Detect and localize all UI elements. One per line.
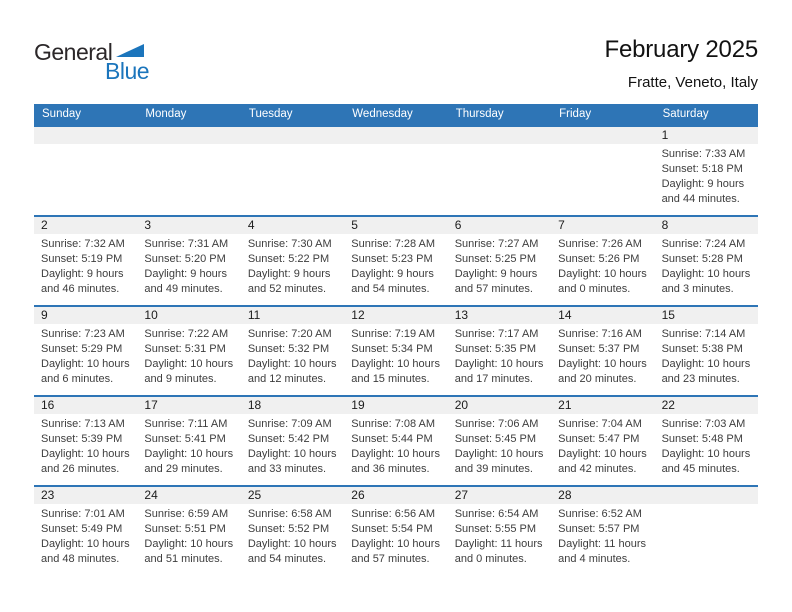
daylight-text-cont: and 54 minutes.: [351, 283, 430, 295]
sunset-text: Sunset: 5:25 PM: [454, 253, 537, 265]
sunset-text: Sunset: 5:37 PM: [558, 343, 640, 355]
calendar-day-cell: [34, 307, 137, 395]
day-number: 4: [247, 218, 255, 232]
daylight-text-cont: and 15 minutes.: [351, 373, 430, 385]
daylight-text-cont: and 48 minutes.: [41, 553, 120, 565]
calendar-week-row: [34, 215, 758, 305]
weekday-header-thursday: Thursday: [455, 108, 504, 120]
logo-text-general: General: [34, 39, 113, 65]
day-number: 13: [454, 308, 469, 322]
sunrise-text: Sunrise: 7:22 AM: [144, 328, 229, 340]
sunrise-text: Sunrise: 7:06 AM: [454, 418, 539, 430]
sunset-text: Sunset: 5:20 PM: [144, 253, 226, 265]
day-number-empty: [248, 127, 342, 144]
daylight-text: Daylight: 11 hours: [454, 538, 543, 550]
sunrise-text: Sunrise: 7:32 AM: [41, 238, 125, 250]
sunset-text: Sunset: 5:48 PM: [661, 433, 743, 445]
calendar-day-cell: [551, 397, 654, 485]
calendar-empty-cell: [655, 487, 758, 575]
sunset-text: Sunset: 5:57 PM: [558, 523, 640, 535]
sunset-text: Sunset: 5:47 PM: [558, 433, 640, 445]
day-number-empty: [351, 127, 445, 144]
day-number: 11: [247, 308, 261, 322]
daylight-text-cont: and 44 minutes.: [661, 193, 740, 205]
daylight-text-cont: and 39 minutes.: [454, 463, 533, 475]
logo-text-blue: Blue: [105, 58, 150, 84]
daylight-text: Daylight: 10 hours: [41, 358, 130, 370]
day-number: 19: [351, 398, 365, 412]
calendar-empty-cell: [34, 127, 137, 215]
day-number: 8: [661, 218, 669, 232]
day-number: 25: [247, 488, 262, 502]
calendar-day-cell: [344, 397, 447, 485]
daylight-text-cont: and 51 minutes.: [144, 553, 223, 565]
daylight-text: Daylight: 10 hours: [661, 448, 751, 460]
sunset-text: Sunset: 5:19 PM: [41, 253, 123, 265]
daylight-text: Daylight: 10 hours: [247, 448, 337, 460]
sunrise-text: Sunrise: 7:27 AM: [454, 238, 539, 250]
calendar-empty-cell: [241, 127, 344, 215]
daylight-text: Daylight: 10 hours: [351, 538, 440, 550]
weekday-header-friday: Friday: [559, 108, 592, 120]
daylight-text: Daylight: 10 hours: [454, 358, 544, 370]
day-number-empty: [558, 127, 652, 144]
daylight-text-cont: and 29 minutes.: [144, 463, 223, 475]
calendar-day-cell: [551, 217, 654, 305]
daylight-text-cont: and 4 minutes.: [558, 553, 631, 565]
day-number-empty: [41, 127, 135, 144]
calendar-week-row: [34, 125, 758, 215]
sunset-text: Sunset: 5:22 PM: [247, 253, 330, 265]
daylight-text: Daylight: 10 hours: [144, 358, 234, 370]
sunrise-text: Sunrise: 7:13 AM: [41, 418, 125, 430]
day-number: 18: [247, 398, 262, 412]
day-number: 12: [351, 308, 365, 322]
calendar-day-cell: [241, 217, 344, 305]
sunrise-text: Sunrise: 7:17 AM: [454, 328, 539, 340]
day-number-empty: [455, 127, 549, 144]
day-number: 26: [351, 488, 365, 502]
sunrise-text: Sunrise: 7:30 AM: [247, 238, 332, 250]
daylight-text: Daylight: 11 hours: [558, 538, 646, 550]
sunset-text: Sunset: 5:28 PM: [661, 253, 743, 265]
sunset-text: Sunset: 5:31 PM: [144, 343, 226, 355]
daylight-text: Daylight: 10 hours: [454, 448, 544, 460]
calendar-day-cell: [344, 217, 447, 305]
sunset-text: Sunset: 5:54 PM: [351, 523, 433, 535]
sunrise-text: Sunrise: 7:04 AM: [558, 418, 642, 430]
weekday-header-monday: Monday: [145, 108, 187, 120]
daylight-text: Daylight: 10 hours: [247, 538, 337, 550]
sunset-text: Sunset: 5:23 PM: [351, 253, 433, 265]
calendar-day-cell: [551, 307, 654, 395]
sunrise-text: Sunrise: 7:28 AM: [351, 238, 436, 250]
calendar-weeks: [34, 125, 758, 575]
calendar-day-cell: [34, 217, 137, 305]
sunrise-text: Sunrise: 7:26 AM: [558, 238, 642, 250]
sunset-text: Sunset: 5:18 PM: [661, 163, 743, 175]
sunset-text: Sunset: 5:29 PM: [41, 343, 123, 355]
logo: [34, 39, 174, 89]
daylight-text-cont: and 12 minutes.: [247, 373, 327, 385]
calendar-empty-cell: [448, 127, 551, 215]
calendar-week-row: [34, 395, 758, 485]
sunrise-text: Sunrise: 7:11 AM: [144, 418, 228, 430]
calendar-day-cell: [241, 397, 344, 485]
sunrise-text: Sunrise: 7:09 AM: [247, 418, 332, 430]
calendar-day-cell: [241, 487, 344, 575]
daylight-text: Daylight: 9 hours: [144, 268, 227, 280]
calendar-day-cell: [551, 487, 654, 575]
sunset-text: Sunset: 5:45 PM: [454, 433, 537, 445]
calendar-week-row: [34, 305, 758, 395]
sunset-text: Sunset: 5:32 PM: [247, 343, 330, 355]
daylight-text-cont: and 54 minutes.: [247, 553, 327, 565]
daylight-text-cont: and 57 minutes.: [351, 553, 430, 565]
calendar-day-cell: [655, 127, 758, 215]
daylight-text-cont: and 49 minutes.: [144, 283, 223, 295]
day-number: 1: [661, 128, 669, 142]
calendar-day-cell: [137, 307, 240, 395]
daylight-text-cont: and 0 minutes.: [558, 283, 631, 295]
day-number: 27: [454, 488, 469, 502]
day-number: 14: [558, 308, 572, 322]
header-text-block: [605, 36, 759, 91]
sunrise-text: Sunrise: 6:54 AM: [454, 508, 539, 520]
sunrise-text: Sunrise: 7:31 AM: [144, 238, 229, 250]
day-number: 9: [41, 308, 48, 322]
daylight-text: Daylight: 10 hours: [558, 268, 647, 280]
calendar-day-cell: [655, 397, 758, 485]
sunrise-text: Sunrise: 6:56 AM: [351, 508, 436, 520]
calendar-day-cell: [655, 307, 758, 395]
day-number: 17: [144, 398, 158, 412]
daylight-text-cont: and 3 minutes.: [661, 283, 734, 295]
sunrise-text: Sunrise: 7:03 AM: [661, 418, 746, 430]
sunrise-text: Sunrise: 6:52 AM: [558, 508, 642, 520]
weekday-header-sunday: Sunday: [42, 108, 82, 120]
daylight-text-cont: and 23 minutes.: [661, 373, 740, 385]
sunrise-text: Sunrise: 7:08 AM: [351, 418, 436, 430]
calendar-day-cell: [344, 487, 447, 575]
calendar-week-row: [34, 485, 758, 575]
day-number: 5: [351, 218, 358, 232]
day-number-empty: [662, 487, 756, 504]
daylight-text-cont: and 0 minutes.: [454, 553, 527, 565]
calendar-day-cell: [137, 217, 240, 305]
daylight-text: Daylight: 10 hours: [661, 358, 751, 370]
daylight-text-cont: and 9 minutes.: [144, 373, 217, 385]
day-number: 10: [144, 308, 158, 322]
day-number: 22: [661, 398, 675, 412]
calendar-day-cell: [34, 487, 137, 575]
daylight-text: Daylight: 9 hours: [661, 178, 745, 190]
daylight-text: Daylight: 9 hours: [247, 268, 331, 280]
calendar-day-cell: [448, 217, 551, 305]
daylight-text: Daylight: 9 hours: [454, 268, 538, 280]
calendar-empty-cell: [137, 127, 240, 215]
weekday-header-saturday: Saturday: [662, 108, 709, 120]
sunrise-text: Sunrise: 7:33 AM: [661, 148, 746, 160]
page-location: Fratte, Veneto, Italy: [627, 74, 758, 91]
sunrise-text: Sunrise: 7:23 AM: [41, 328, 125, 340]
daylight-text-cont: and 36 minutes.: [351, 463, 430, 475]
sunset-text: Sunset: 5:49 PM: [41, 523, 123, 535]
page-title: February 2025: [604, 36, 758, 63]
weekday-header-wednesday: Wednesday: [352, 108, 413, 120]
sunset-text: Sunset: 5:39 PM: [41, 433, 123, 445]
day-number: 20: [454, 398, 469, 412]
daylight-text: Daylight: 10 hours: [41, 448, 130, 460]
sunset-text: Sunset: 5:44 PM: [351, 433, 433, 445]
day-number: 7: [558, 218, 565, 232]
logo-triangle-icon: [116, 44, 144, 57]
sunset-text: Sunset: 5:52 PM: [247, 523, 330, 535]
calendar-day-cell: [241, 307, 344, 395]
daylight-text: Daylight: 10 hours: [247, 358, 337, 370]
day-number: 21: [558, 398, 572, 412]
calendar-day-cell: [655, 217, 758, 305]
sunrise-text: Sunrise: 7:20 AM: [247, 328, 332, 340]
daylight-text: Daylight: 10 hours: [144, 448, 234, 460]
daylight-text: Daylight: 10 hours: [41, 538, 130, 550]
sunrise-text: Sunrise: 7:24 AM: [661, 238, 746, 250]
daylight-text-cont: and 26 minutes.: [41, 463, 120, 475]
sunset-text: Sunset: 5:38 PM: [661, 343, 743, 355]
day-number: 3: [144, 218, 152, 232]
day-number: 6: [454, 218, 462, 232]
calendar-day-cell: [448, 397, 551, 485]
daylight-text: Daylight: 10 hours: [144, 538, 234, 550]
sunset-text: Sunset: 5:34 PM: [351, 343, 433, 355]
day-number: 2: [41, 218, 48, 232]
sunrise-text: Sunrise: 6:59 AM: [144, 508, 229, 520]
calendar-day-cell: [344, 307, 447, 395]
day-number: 23: [41, 488, 55, 502]
daylight-text: Daylight: 10 hours: [351, 448, 440, 460]
sunset-text: Sunset: 5:41 PM: [144, 433, 226, 445]
weekday-header-tuesday: Tuesday: [248, 108, 293, 120]
day-number: 28: [558, 488, 572, 502]
day-number-empty: [144, 127, 238, 144]
daylight-text-cont: and 42 minutes.: [558, 463, 637, 475]
calendar: [34, 104, 758, 575]
daylight-text-cont: and 52 minutes.: [247, 283, 327, 295]
sunset-text: Sunset: 5:35 PM: [454, 343, 537, 355]
weekday-header-row: [34, 104, 758, 125]
sunset-text: Sunset: 5:51 PM: [144, 523, 226, 535]
daylight-text-cont: and 17 minutes.: [454, 373, 533, 385]
sunrise-text: Sunrise: 7:14 AM: [661, 328, 746, 340]
day-number: 15: [661, 308, 675, 322]
calendar-day-cell: [137, 487, 240, 575]
sunrise-text: Sunrise: 7:01 AM: [41, 508, 125, 520]
daylight-text: Daylight: 9 hours: [41, 268, 124, 280]
daylight-text-cont: and 57 minutes.: [454, 283, 533, 295]
daylight-text: Daylight: 10 hours: [351, 358, 440, 370]
sunset-text: Sunset: 5:26 PM: [558, 253, 640, 265]
daylight-text: Daylight: 9 hours: [351, 268, 434, 280]
daylight-text-cont: and 45 minutes.: [661, 463, 740, 475]
sunrise-text: Sunrise: 7:16 AM: [558, 328, 642, 340]
sunset-text: Sunset: 5:55 PM: [454, 523, 537, 535]
daylight-text-cont: and 6 minutes.: [41, 373, 114, 385]
calendar-empty-cell: [551, 127, 654, 215]
day-number: 24: [144, 488, 158, 502]
day-number: 16: [41, 398, 55, 412]
daylight-text-cont: and 46 minutes.: [41, 283, 120, 295]
calendar-day-cell: [34, 397, 137, 485]
daylight-text: Daylight: 10 hours: [558, 358, 647, 370]
sunrise-text: Sunrise: 6:58 AM: [247, 508, 332, 520]
calendar-day-cell: [137, 397, 240, 485]
sunset-text: Sunset: 5:42 PM: [247, 433, 330, 445]
daylight-text: Daylight: 10 hours: [661, 268, 751, 280]
daylight-text: Daylight: 10 hours: [558, 448, 647, 460]
daylight-text-cont: and 20 minutes.: [558, 373, 637, 385]
sunrise-text: Sunrise: 7:19 AM: [351, 328, 436, 340]
calendar-day-cell: [448, 307, 551, 395]
daylight-text-cont: and 33 minutes.: [247, 463, 327, 475]
calendar-empty-cell: [344, 127, 447, 215]
calendar-day-cell: [448, 487, 551, 575]
